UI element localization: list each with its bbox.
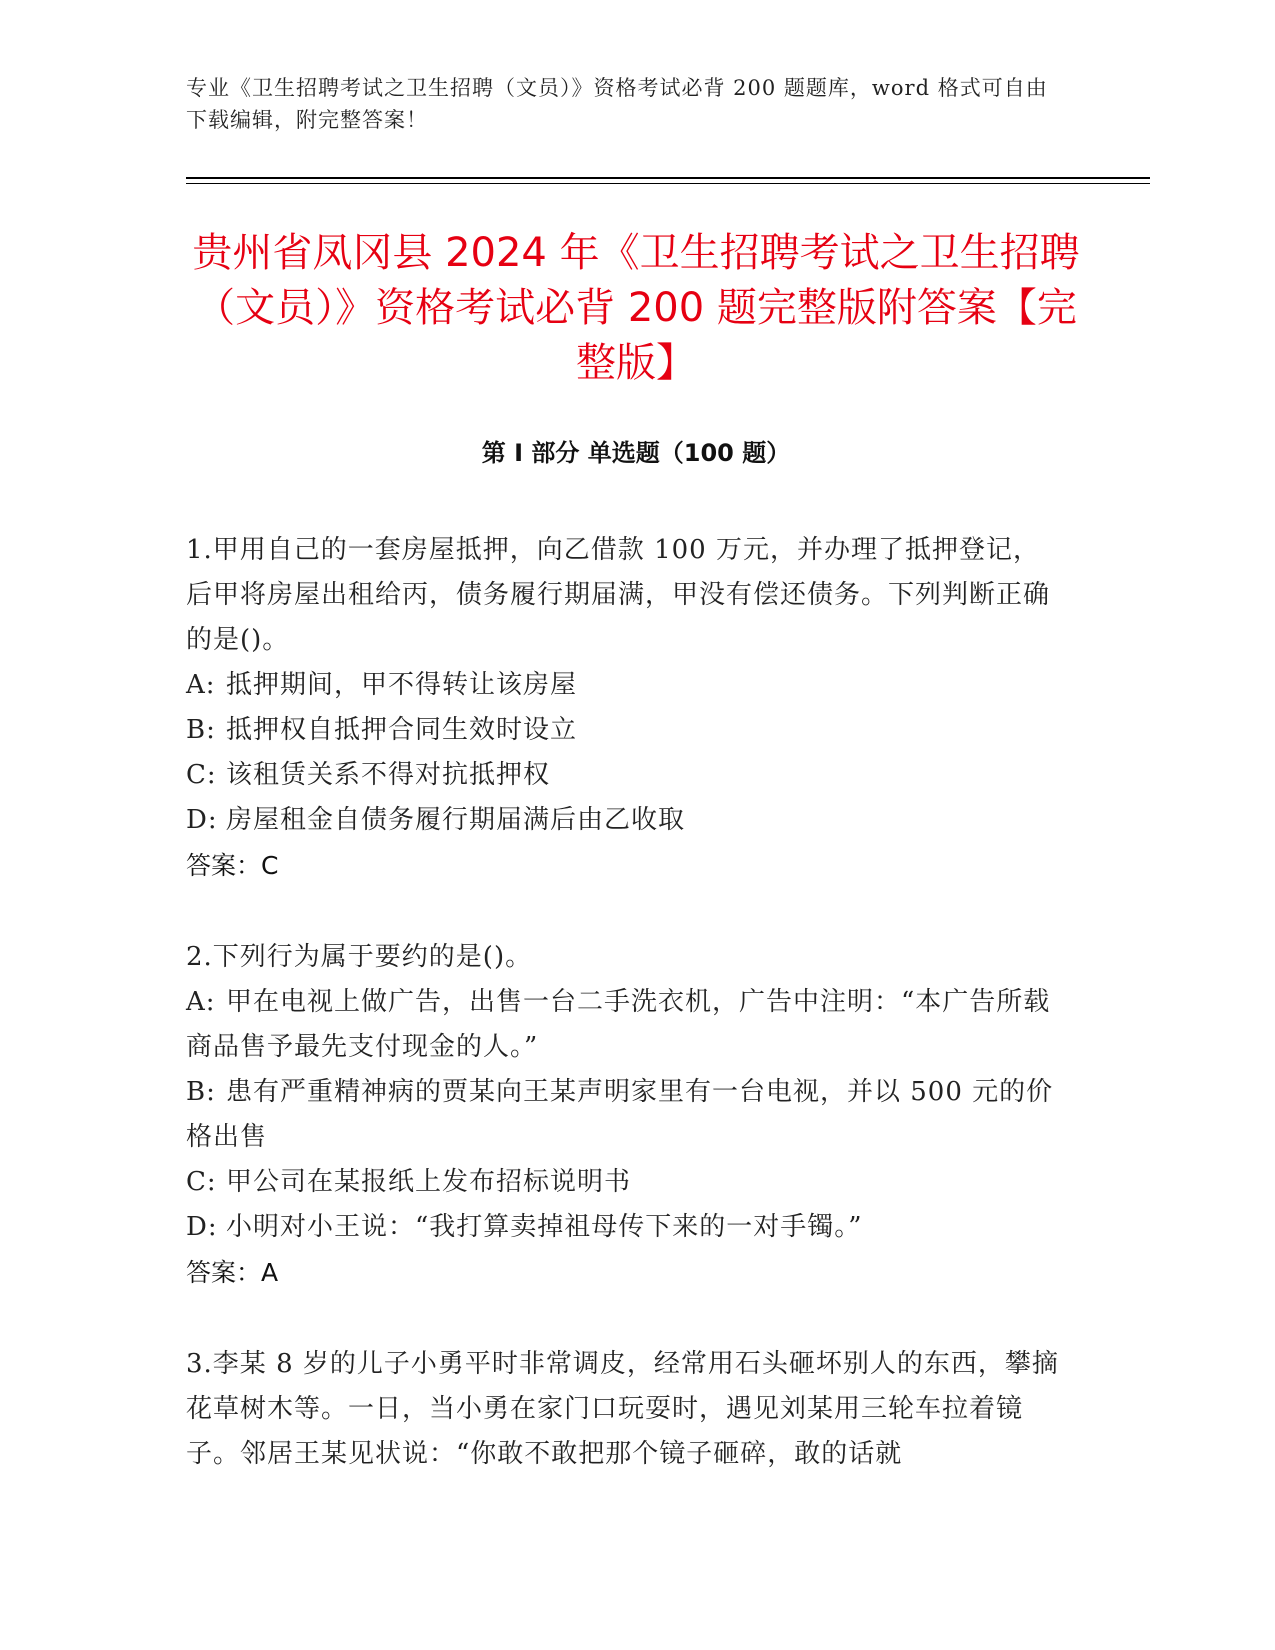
answer-label: 答案： (186, 851, 262, 880)
option-b (186, 1070, 1066, 1160)
document-title: 贵州省凤冈县 2024 年《卫生招聘考试之卫生招聘（文员）》资格考试必背 200 题完整版附答案【完整版】 (192, 230, 1080, 386)
answer-label: 答案： (186, 1258, 262, 1287)
option-letter: B: (186, 715, 216, 745)
header-rule-thin (186, 183, 1150, 184)
question-stem: 1.甲用自己的一套房屋抵押，向乙借款 100 万元，并办理了抵押登记，后甲将房屋出租给丙，债务履行期届满，甲没有偿还债务。下列判断正确的是()。 (186, 535, 1051, 655)
option-letter: A: (186, 670, 216, 700)
option-text: 该租赁关系不得对抗抵押权 (226, 760, 551, 790)
option-d (186, 798, 1066, 843)
option-b (186, 708, 1066, 753)
answer-value: A (261, 1258, 279, 1287)
option-letter: B: (186, 1077, 216, 1107)
option-c (186, 753, 1066, 798)
option-letter: C: (186, 1167, 217, 1197)
option-text: 房屋租金自债务履行期届满后由乙收取 (226, 805, 686, 835)
option-text: 患有严重精神病的贾某向王某声明家里有一台电视，并以 500 元的价格出售 (186, 1077, 1054, 1152)
answer-value: C (261, 851, 279, 880)
option-text: 小明对小王说：“我打算卖掉祖母传下来的一对手镯。” (226, 1212, 863, 1242)
option-text: 抵押期间，甲不得转让该房屋 (226, 670, 578, 700)
option-d (186, 1205, 1066, 1250)
option-text: 甲公司在某报纸上发布招标说明书 (226, 1167, 632, 1197)
header-note: 专业《卫生招聘考试之卫生招聘（文员）》资格考试必背 200 题题库，word 格式可自由下载编辑，附完整答案！ (186, 76, 1048, 132)
option-letter: C: (186, 760, 217, 790)
header-rule-thick (186, 177, 1150, 179)
question-list (186, 528, 1066, 1524)
answer-line (186, 1250, 1066, 1295)
option-text: 抵押权自抵押合同生效时设立 (226, 715, 578, 745)
option-a (186, 663, 1066, 708)
option-letter: D: (186, 805, 218, 835)
option-text: 甲在电视上做广告，出售一台二手洗衣机，广告中注明：“本广告所载商品售予最先支付现金的人。” (186, 987, 1051, 1062)
option-c (186, 1160, 1066, 1205)
option-letter: A: (186, 987, 216, 1017)
question-1 (186, 528, 1066, 888)
question-stem: 2.下列行为属于要约的是()。 (186, 942, 533, 972)
question-2 (186, 935, 1066, 1295)
section-title: 第 I 部分 单选题（100 题） (481, 439, 791, 467)
option-a (186, 980, 1066, 1070)
question-stem: 3.李某 8 岁的儿子小勇平时非常调皮，经常用石头砸坏别人的东西，攀摘花草树木等。一日，当小勇在家门口玩耍时，遇见刘某用三轮车拉着镜子。邻居王某见状说：“你敢不敢把那个镜子砸碎，敢的话就 (186, 1349, 1059, 1469)
option-letter: D: (186, 1212, 218, 1242)
question-3 (186, 1342, 1066, 1477)
answer-line (186, 843, 1066, 888)
